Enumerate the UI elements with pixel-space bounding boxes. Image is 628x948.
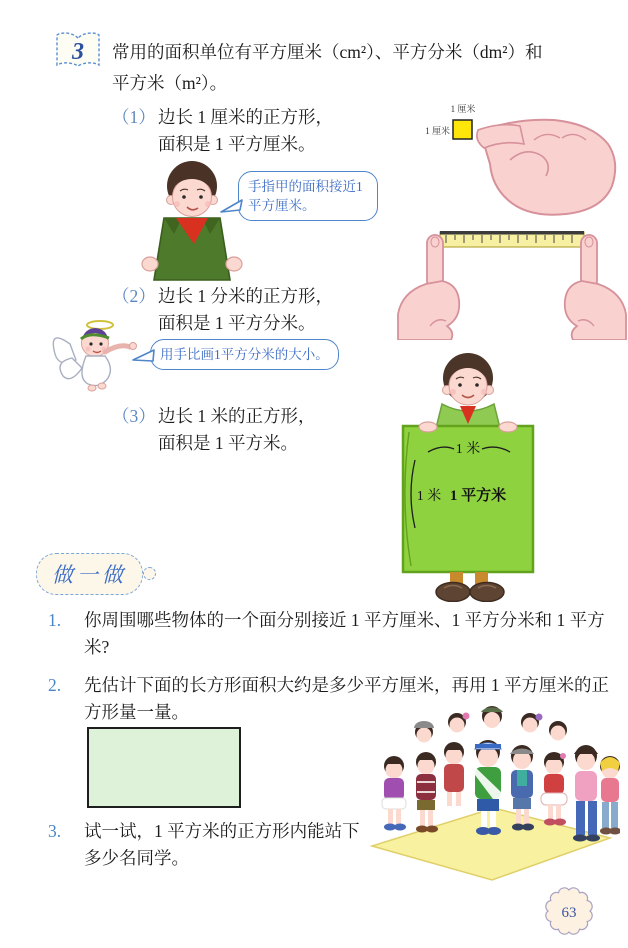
kid-left-hand <box>419 422 437 432</box>
statement-2-line2: 面积是 1 平方分米。 <box>158 313 316 333</box>
practice-item-3 <box>48 818 376 872</box>
back-row-heads <box>414 706 567 743</box>
example-book-icon <box>53 30 103 72</box>
item-3-number: 3. <box>48 821 62 841</box>
statement-3-line2: 面积是 1 平方米。 <box>158 433 298 453</box>
practice-item-1 <box>48 607 616 661</box>
child-purple-girl <box>382 756 406 831</box>
statement-1-line1: 边长 1 厘米的正方形， <box>158 107 333 127</box>
estimate-rectangle <box>87 727 241 808</box>
ruler-hands-illustration <box>396 222 628 340</box>
practice-badge <box>36 553 143 595</box>
item-1-number: 1. <box>48 610 62 630</box>
statement-1-label: （1） <box>112 107 156 127</box>
child-pink-girl <box>573 745 600 842</box>
page-number: 63 <box>561 905 577 921</box>
kid-right-hand <box>499 422 517 432</box>
meter-top-label: 1 米 <box>455 442 481 457</box>
statement-3-line1: 边长 1 米的正方形， <box>158 406 316 426</box>
children-crowd-illustration <box>362 700 620 884</box>
cm-square-top-label: 1 厘米 <box>450 104 476 114</box>
wing-lower <box>60 358 82 379</box>
statement-2-label: （2） <box>112 286 156 306</box>
bubble-fingernail-text: 手指甲的面积接近1平方厘米。 <box>248 179 363 213</box>
angel-arm <box>105 346 130 352</box>
square-meter-label: 1 平方米 <box>449 488 507 504</box>
item-2-text: 先估计下面的长方形面积大约是多少平方厘米，再用 1 平方厘米的正方形量一量。 <box>84 675 609 722</box>
one-cm-square <box>453 120 472 139</box>
statement-2-line1: 边长 1 分米的正方形， <box>158 286 333 306</box>
cm-square-left-label: 1 厘米 <box>425 126 450 136</box>
bubble-handspan <box>150 339 339 370</box>
intro-line-2: 平方米（m²）。 <box>112 73 228 93</box>
halo <box>87 321 113 329</box>
square-meter-kid-illustration <box>398 352 543 602</box>
bubble-handspan-text: 用手比画1平方分米的大小。 <box>160 347 329 362</box>
statement-1-line2: 面积是 1 平方厘米。 <box>158 134 316 154</box>
item-3-text: 试一试，1 平方米的正方形内能站下多少名同学。 <box>84 821 360 868</box>
indent-spacer <box>112 430 158 457</box>
right-hand <box>565 235 626 340</box>
example-number: 3 <box>72 39 84 65</box>
meter-left-label: 1 米 <box>416 489 442 504</box>
practice-title: 做一做 <box>52 563 127 587</box>
left-hand <box>398 235 459 340</box>
bubble-fingernail <box>238 171 378 221</box>
fingernail-square-illustration <box>412 96 624 226</box>
bubble-tail <box>219 198 243 214</box>
child-skirt-girl <box>541 752 567 826</box>
page-number-badge <box>543 886 595 936</box>
statement-1 <box>112 104 333 158</box>
intro-line-1: 常用的面积单位有平方厘米（cm²）、平方分米（dm²）和 <box>112 42 543 62</box>
statement-3-label: （3） <box>112 406 156 426</box>
bubble-tail <box>131 348 155 364</box>
item-1-text: 你周围哪些物体的一个面分别接近 1 平方厘米、1 平方分米和 1 平方米? <box>84 610 605 657</box>
child-red-girl <box>444 742 464 806</box>
item-2-number: 2. <box>48 675 62 695</box>
child-kerchief-girl <box>600 756 620 835</box>
intro-text <box>112 37 617 99</box>
indent-spacer <box>112 131 158 158</box>
statement-3 <box>112 403 316 457</box>
angel-robe <box>82 356 110 386</box>
child-striped-boy <box>416 752 438 833</box>
